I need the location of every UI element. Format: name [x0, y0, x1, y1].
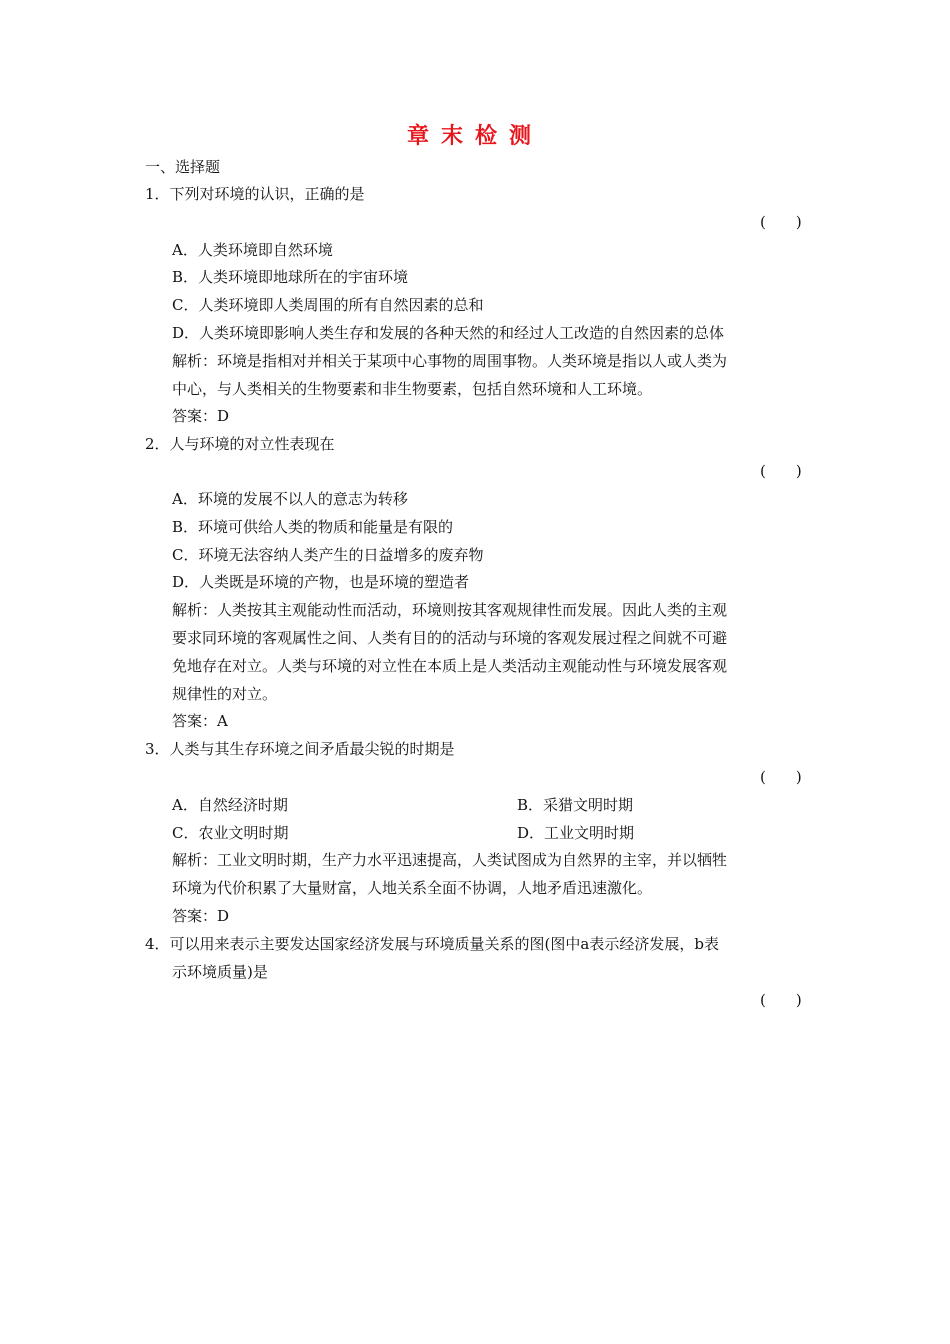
question-1-analysis-line: 中心，与人类相关的生物要素和非生物要素，包括自然环境和人工环境。: [172, 380, 653, 398]
question-4-stem: 4．可以用来表示主要发达国家经济发展与环境质量关系的图(图中a表示经济发展，b表: [145, 935, 719, 953]
question-3-option-b: B．采猎文明时期: [517, 796, 634, 814]
question-1-analysis-line: 解析：环境是指相对并相关于某项中心事物的周围事物。人类环境是指以人或人类为: [172, 352, 728, 370]
question-2-analysis-line: 解析：人类按其主观能动性而活动，环境则按其客观规律性而发展。因此人类的主观: [172, 601, 728, 619]
question-3-option-d: D．工业文明时期: [517, 824, 635, 842]
question-3-stem: 3．人类与其生存环境之间矛盾最尖锐的时期是: [145, 740, 455, 758]
question-4-stem-continued: 示环境质量)是: [172, 963, 268, 981]
question-3-answer-blank: ( ): [760, 768, 802, 786]
section-heading: 一、选择题: [145, 158, 221, 176]
question-2-option-c: C．环境无法容纳人类产生的日益增多的废弃物: [172, 546, 484, 564]
question-2-answer-blank: ( ): [760, 462, 802, 480]
question-3-analysis-line: 解析：工业文明时期，生产力水平迅速提高，人类试图成为自然界的主宰，并以牺牲: [172, 851, 728, 869]
question-4-answer-blank: ( ): [760, 991, 802, 1009]
question-1-answer-blank: ( ): [760, 213, 802, 231]
question-3-option-a: A．自然经济时期: [172, 796, 288, 814]
question-3-option-c: C．农业文明时期: [172, 824, 289, 842]
question-1-option-d: D．人类环境即影响人类生存和发展的各种天然的和经过人工改造的自然因素的总体: [172, 324, 725, 342]
question-2-analysis-line: 免地存在对立。人类与环境的对立性在本质上是人类活动主观能动性与环境发展客观: [172, 657, 728, 675]
question-3-analysis-line: 环境为代价积累了大量财富，人地关系全面不协调，人地矛盾迅速激化。: [172, 879, 653, 897]
question-2-analysis-line: 规律性的对立。: [172, 685, 278, 703]
page-title: 章末检测: [406, 123, 543, 149]
question-2-answer: 答案：A: [172, 712, 228, 730]
question-2-option-a: A．环境的发展不以人的意志为转移: [172, 490, 408, 508]
question-1-option-b: B．人类环境即地球所在的宇宙环境: [172, 268, 409, 286]
question-1-option-a: A．人类环境即自然环境: [172, 241, 333, 259]
question-2-analysis-line: 要求同环境的客观属性之间、人类有目的的活动与环境的客观发展过程之间就不可避: [172, 629, 728, 647]
question-2-option-d: D．人类既是环境的产物，也是环境的塑造者: [172, 573, 470, 591]
question-1-answer: 答案：D: [172, 407, 230, 425]
question-2-option-b: B．环境可供给人类的物质和能量是有限的: [172, 518, 454, 536]
question-3-answer: 答案：D: [172, 907, 230, 925]
question-1-stem: 1．下列对环境的认识，正确的是: [145, 185, 365, 203]
question-2-stem: 2．人与环境的对立性表现在: [145, 435, 335, 453]
question-1-option-c: C．人类环境即人类周围的所有自然因素的总和: [172, 296, 484, 314]
